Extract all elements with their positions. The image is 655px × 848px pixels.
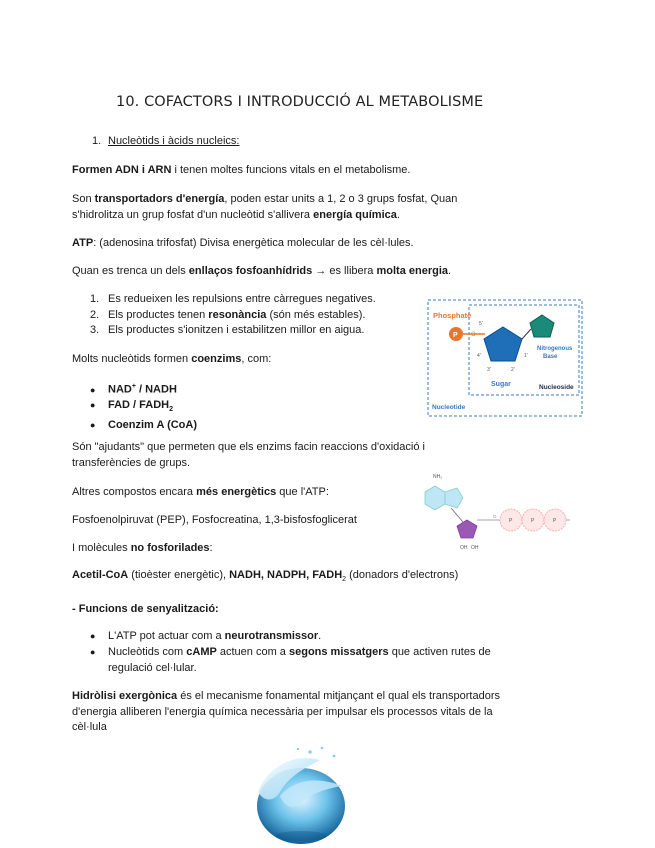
list-item bbox=[90, 644, 520, 676]
text: Es redueixen les repulsions entre càrregues negatives. bbox=[108, 293, 376, 305]
list-number: 3. bbox=[90, 324, 100, 336]
bold-text: coenzims bbox=[191, 353, 242, 365]
phosphate-p: P bbox=[453, 332, 458, 339]
paragraph-hidrolisi bbox=[72, 689, 512, 736]
phosphorus-label: P bbox=[553, 518, 557, 524]
oxygen-label: O bbox=[471, 332, 476, 338]
signaling-list bbox=[90, 628, 520, 676]
text: (són més estables). bbox=[266, 308, 366, 321]
ribose-pentagon bbox=[457, 520, 477, 538]
bold-text: més energètics bbox=[196, 486, 277, 498]
carbon-label: 5' bbox=[479, 321, 483, 327]
bold-text: segons missatgers bbox=[288, 646, 389, 658]
text: FAD / FADH bbox=[108, 399, 170, 412]
list-item bbox=[90, 323, 376, 339]
list-item bbox=[90, 379, 197, 398]
section-label: Nucleòtids i àcids nucleics: bbox=[108, 135, 240, 147]
text: (donadors d'electrons) bbox=[346, 569, 459, 581]
subscript: 2 bbox=[169, 406, 174, 414]
text: I molècules bbox=[72, 542, 131, 554]
bold-text: molta energia bbox=[376, 265, 448, 277]
text: → es llibera bbox=[312, 265, 377, 277]
phosphorus-label: P bbox=[531, 518, 535, 524]
phosphate-label: Phosphate bbox=[433, 311, 472, 320]
paragraph-transportadors bbox=[72, 192, 512, 223]
bullet-icon: ● bbox=[90, 384, 96, 395]
nucleotide-label: Nucleotide bbox=[432, 404, 466, 411]
atp-diagram bbox=[415, 470, 580, 558]
carbon-label: 2' bbox=[511, 367, 515, 373]
water-splash-image bbox=[250, 744, 352, 846]
bold-text: Formen ADN i ARN bbox=[72, 164, 172, 176]
paragraph-ajudants: Són "ajudants" que permeten que els enzims facin reaccions d'oxidació i transferències de grups. bbox=[72, 441, 425, 469]
bold-text: NADH, NADPH, FADH bbox=[229, 569, 343, 581]
list-number: 1. bbox=[90, 293, 100, 305]
oh-label: OH bbox=[471, 545, 479, 551]
nitrogenous-label: Nitrogenous bbox=[537, 346, 573, 352]
droplet bbox=[297, 748, 299, 750]
nh2-label: NH₂ bbox=[433, 474, 443, 480]
section-number: 1. bbox=[92, 135, 102, 147]
paragraph-enllacos bbox=[72, 264, 552, 280]
bullet-icon: ● bbox=[90, 419, 96, 430]
text: Molts nucleòtids formen bbox=[72, 353, 192, 365]
text: NAD bbox=[108, 383, 132, 396]
text: que activen rutes de regulació cel·lular. bbox=[108, 646, 491, 674]
droplet bbox=[333, 755, 336, 758]
nucleotide-diagram bbox=[427, 299, 583, 417]
text: . bbox=[396, 208, 400, 221]
carbon-label: 1' bbox=[524, 353, 528, 359]
base-pentagon bbox=[530, 315, 554, 337]
text: , com: bbox=[241, 353, 272, 365]
bold-text: energía química bbox=[313, 208, 397, 221]
adenine-ring bbox=[425, 486, 445, 510]
text: que l'ATP: bbox=[276, 486, 329, 498]
bold-text: Acetil-CoA bbox=[72, 569, 129, 581]
base-label: Base bbox=[543, 354, 558, 360]
bold-text: cAMP bbox=[186, 646, 217, 658]
list-item bbox=[90, 308, 376, 324]
text: és el mecanisme fonamental mitjançant el qual els transportadors d'energia alliberen l'energia química necessària per impulsar els processos vitals de la cèl·lula bbox=[72, 690, 500, 733]
text: : bbox=[209, 542, 213, 554]
heading-senyalitzacio: - Funcions de senyalització: bbox=[72, 603, 219, 615]
bold-text: ATP bbox=[72, 237, 94, 249]
list-item bbox=[90, 292, 376, 308]
text: Altres compostos encara bbox=[72, 486, 197, 498]
text: : (adenosina trifosfat) Divisa energètica molecular de les cèl·lules. bbox=[93, 237, 414, 249]
text: . bbox=[448, 265, 452, 277]
text: Coenzim A (CoA) bbox=[108, 418, 198, 431]
bullet-icon: ● bbox=[90, 647, 96, 657]
text: Quan es trenca un dels bbox=[72, 265, 189, 277]
list-item bbox=[90, 418, 197, 434]
text: Son bbox=[72, 193, 95, 205]
text: L'ATP pot actuar com a bbox=[108, 630, 225, 642]
text: . bbox=[318, 630, 322, 642]
text: (tioèster energètic), bbox=[128, 569, 230, 581]
carbon-label: 3' bbox=[487, 367, 491, 373]
text: i tenen moltes funcions vitals en el metabolisme. bbox=[171, 164, 411, 176]
sugar-label: Sugar bbox=[491, 381, 511, 388]
bold-text: enllaços fosfoanhídrids bbox=[188, 265, 313, 277]
list-item bbox=[90, 398, 197, 418]
paragraph-atp bbox=[72, 236, 512, 252]
paragraph-compostos: Fosfoenolpiruvat (PEP), Fosfocreatina, 1,3-bisfosfoglicerat bbox=[72, 514, 357, 526]
text: Nucleòtids com bbox=[108, 646, 187, 658]
bullet-icon: ● bbox=[90, 631, 96, 641]
bond bbox=[451, 508, 463, 522]
phosphorus-label: P bbox=[509, 518, 513, 524]
adenine-ring bbox=[445, 488, 463, 508]
page-title: 10. COFACTORS I INTRODUCCIÓ AL METABOLISME bbox=[116, 94, 484, 110]
oxygen-label: O bbox=[493, 514, 497, 519]
list-item bbox=[90, 628, 520, 644]
superscript: + bbox=[131, 383, 136, 390]
bold-text: Hidròlisi exergònica bbox=[72, 690, 178, 702]
droplet bbox=[321, 747, 323, 749]
text: / NADH bbox=[135, 383, 177, 396]
sugar-pentagon bbox=[484, 327, 522, 361]
subscript: 2 bbox=[342, 576, 347, 584]
bold-text: transportadors d'energía bbox=[94, 193, 225, 205]
text: Els productes s'ionitzen i estabilitzen millor en aigua. bbox=[108, 324, 365, 336]
paragraph-adn-arn bbox=[72, 163, 512, 179]
text: , poden estar units a 1, 2 o 3 grups fosfat, Quan s'hidrolitza un grup fosfat d'un nucleòtid s'allivera bbox=[72, 193, 458, 221]
text: Els productes tenen bbox=[108, 308, 209, 321]
bold-text: resonància bbox=[208, 308, 267, 321]
list-number: 2. bbox=[90, 308, 100, 321]
text: actuen com a bbox=[216, 646, 289, 658]
bold-text: neurotransmissor bbox=[224, 630, 319, 642]
water-shadow bbox=[275, 831, 327, 841]
section-heading bbox=[92, 135, 239, 147]
numbered-list bbox=[90, 292, 376, 339]
droplet bbox=[308, 750, 311, 753]
bullet-icon: ● bbox=[90, 400, 96, 411]
bold-text: no fosforilades bbox=[130, 542, 210, 554]
paragraph-acetil-coa bbox=[72, 568, 572, 588]
nucleoside-label: Nucleoside bbox=[539, 384, 574, 391]
bond bbox=[522, 329, 531, 339]
oh-label: OH bbox=[460, 545, 468, 551]
coenzyme-list bbox=[90, 379, 197, 433]
carbon-label: 4' bbox=[477, 353, 481, 359]
